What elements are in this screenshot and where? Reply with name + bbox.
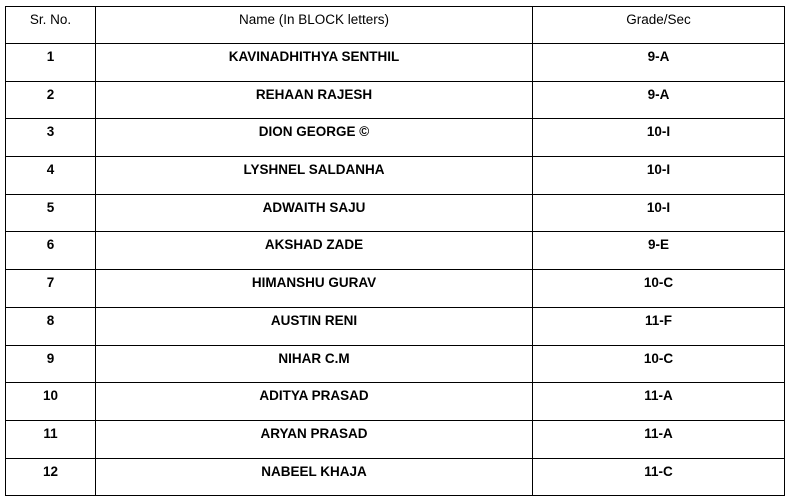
cell-grade-sec: 10-C bbox=[533, 270, 785, 308]
cell-sr-no: 3 bbox=[6, 119, 96, 157]
cell-grade-sec: 11-F bbox=[533, 307, 785, 345]
cell-name: ADITYA PRASAD bbox=[96, 383, 533, 421]
cell-sr-no: 9 bbox=[6, 345, 96, 383]
cell-sr-no: 2 bbox=[6, 81, 96, 119]
cell-grade-sec: 9-E bbox=[533, 232, 785, 270]
cell-name: KAVINADHITHYA SENTHIL bbox=[96, 44, 533, 82]
cell-name: AUSTIN RENI bbox=[96, 307, 533, 345]
table-row bbox=[6, 194, 785, 232]
cell-name: REHAAN RAJESH bbox=[96, 81, 533, 119]
cell-grade-sec: 9-A bbox=[533, 44, 785, 82]
table-row bbox=[6, 458, 785, 496]
cell-name: AKSHAD ZADE bbox=[96, 232, 533, 270]
cell-sr-no: 12 bbox=[6, 458, 96, 496]
cell-name: NABEEL KHAJA bbox=[96, 458, 533, 496]
cell-sr-no: 4 bbox=[6, 157, 96, 195]
table-row bbox=[6, 270, 785, 308]
cell-name: ARYAN PRASAD bbox=[96, 420, 533, 458]
table-header-row bbox=[6, 7, 785, 44]
cell-grade-sec: 11-A bbox=[533, 383, 785, 421]
table-row bbox=[6, 307, 785, 345]
table-row bbox=[6, 383, 785, 421]
cell-grade-sec: 11-C bbox=[533, 458, 785, 496]
cell-sr-no: 1 bbox=[6, 44, 96, 82]
cell-sr-no: 5 bbox=[6, 194, 96, 232]
table-row bbox=[6, 44, 785, 82]
header-grade-sec: Grade/Sec bbox=[533, 7, 785, 44]
cell-grade-sec: 11-A bbox=[533, 420, 785, 458]
header-sr-no: Sr. No. bbox=[6, 7, 96, 44]
table-row bbox=[6, 232, 785, 270]
cell-name: DION GEORGE © bbox=[96, 119, 533, 157]
student-roster-table bbox=[5, 6, 785, 496]
cell-sr-no: 8 bbox=[6, 307, 96, 345]
cell-sr-no: 10 bbox=[6, 383, 96, 421]
cell-name: ADWAITH SAJU bbox=[96, 194, 533, 232]
cell-sr-no: 11 bbox=[6, 420, 96, 458]
header-name: Name (In BLOCK letters) bbox=[96, 7, 533, 44]
cell-name: NIHAR C.M bbox=[96, 345, 533, 383]
table-row bbox=[6, 81, 785, 119]
table-row bbox=[6, 420, 785, 458]
cell-grade-sec: 10-C bbox=[533, 345, 785, 383]
cell-grade-sec: 10-I bbox=[533, 119, 785, 157]
table-row bbox=[6, 345, 785, 383]
table-row bbox=[6, 157, 785, 195]
cell-sr-no: 6 bbox=[6, 232, 96, 270]
cell-name: HIMANSHU GURAV bbox=[96, 270, 533, 308]
cell-grade-sec: 10-I bbox=[533, 157, 785, 195]
cell-grade-sec: 10-I bbox=[533, 194, 785, 232]
cell-name: LYSHNEL SALDANHA bbox=[96, 157, 533, 195]
cell-grade-sec: 9-A bbox=[533, 81, 785, 119]
cell-sr-no: 7 bbox=[6, 270, 96, 308]
table-row bbox=[6, 119, 785, 157]
